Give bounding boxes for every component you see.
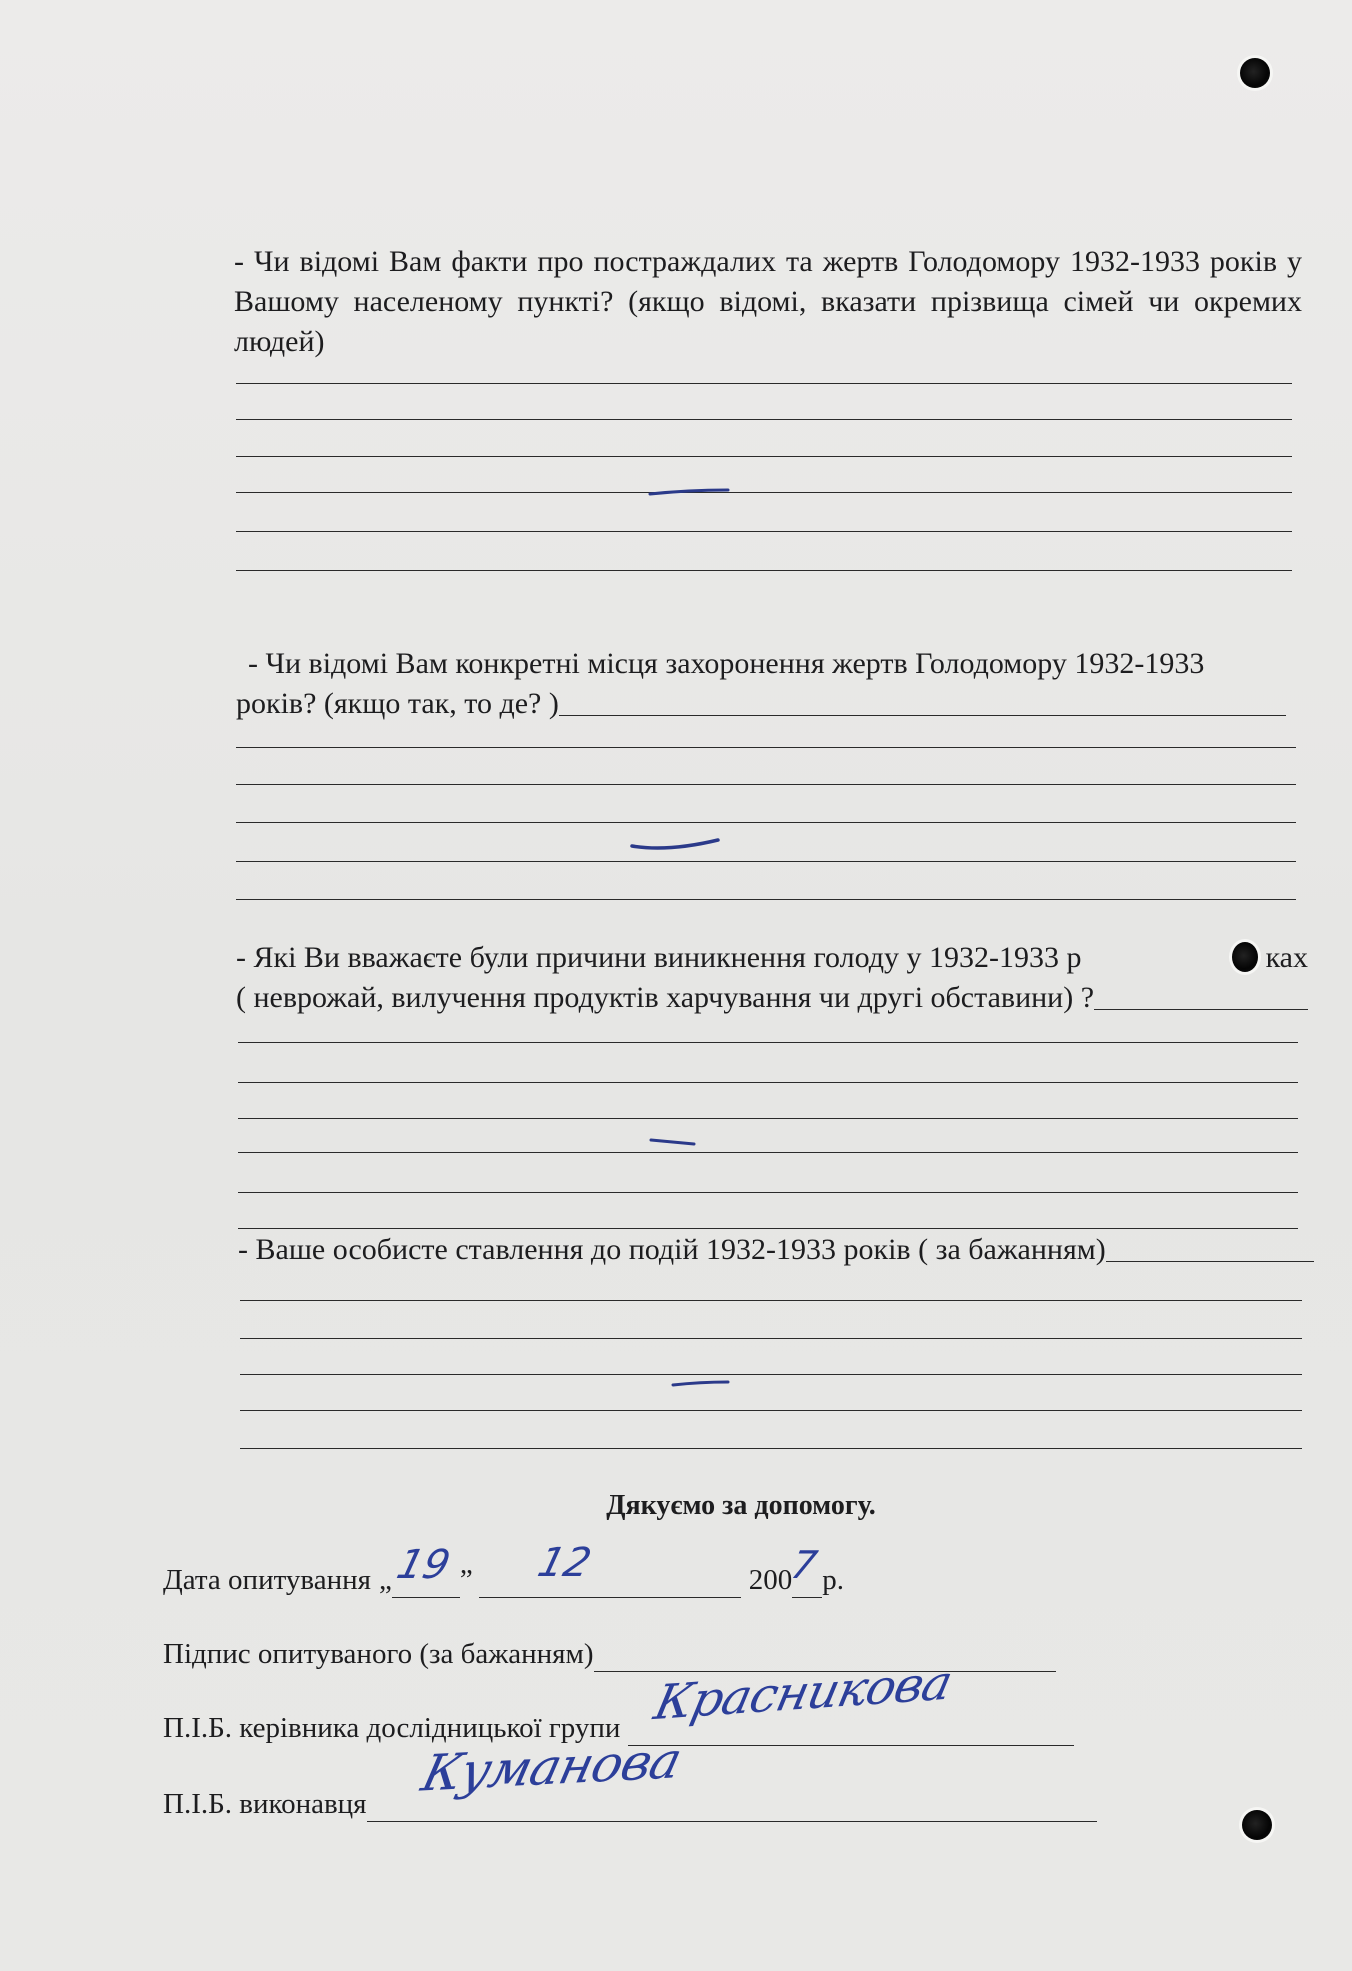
answer-line (236, 747, 1296, 748)
answer-line (238, 1228, 1298, 1229)
answer-line (236, 383, 1292, 384)
answer-line (240, 1448, 1302, 1449)
answer-blank (1106, 1237, 1314, 1262)
answer-line (238, 1042, 1298, 1043)
executor-handwritten-name: Куманова (416, 1731, 686, 1803)
group-leader-handwritten-name: Красникова (649, 1654, 958, 1732)
handwritten-dash-mark (648, 1132, 698, 1150)
date-close-quote: ” (459, 1564, 473, 1596)
executor-label: П.І.Б. виконавця (163, 1788, 367, 1820)
thanks-heading: Дякуємо за допомогу. (606, 1490, 876, 1521)
answer-line (236, 456, 1292, 457)
answer-line (236, 861, 1296, 862)
answer-blank (1094, 985, 1308, 1010)
handwritten-dash-mark (670, 1376, 732, 1390)
question-causes-line1-end: ках (1265, 941, 1308, 974)
date-open-quote: „ (378, 1564, 392, 1596)
respondent-signature-label: Підпис опитуваного (за бажанням) (163, 1638, 594, 1670)
answer-line (236, 419, 1292, 420)
answer-line (236, 822, 1296, 823)
executor-field (367, 1731, 1097, 1822)
survey-date-row (163, 1540, 844, 1598)
answer-line (236, 784, 1296, 785)
answer-blank (559, 691, 1286, 716)
question-famine-causes (236, 938, 1308, 1018)
question-causes-line2: ( неврожай, вилучення продуктів харчування чи другі обставини) ? (236, 981, 1095, 1014)
question-personal-attitude (238, 1230, 1314, 1270)
question-burial-places (236, 644, 1308, 724)
answer-line (236, 570, 1292, 571)
date-day-value: 19 (392, 1542, 455, 1588)
answer-line (238, 1082, 1298, 1083)
answer-line (240, 1338, 1302, 1339)
answer-line (240, 1374, 1302, 1375)
answer-line (238, 1192, 1298, 1193)
question-victims: - Чи відомі Вам факти про постраждалих та жертв Голодомору 1932-1933 років у Вашому населеному пункті? (якщо відомі, вказати прізвища сімей чи окремих людей) (234, 245, 1302, 358)
executor-row (163, 1731, 1097, 1822)
question-burial-line1: - Чи відомі Вам конкретні місця захоронення жертв Голодомору 1932-1933 (248, 647, 1205, 680)
date-month-field (479, 1540, 741, 1598)
group-leader-label: П.І.Б. керівника дослідницької групи (163, 1712, 621, 1744)
punch-hole-top (1240, 58, 1270, 88)
handwritten-dash-mark (628, 832, 724, 856)
survey-date-label: Дата опитування (163, 1564, 371, 1596)
date-year-field (787, 1543, 822, 1598)
question-burial-line2: років? (якщо так, то де? ) (236, 687, 559, 720)
date-month-value: 12 (532, 1540, 596, 1586)
answer-line (236, 492, 1292, 493)
question-causes-line1: - Які Ви вважаєте були причини виникнення голоду у 1932-1933 р (236, 941, 1082, 974)
answer-line (238, 1152, 1298, 1153)
question-attitude-text: - Ваше особисте ставлення до подій 1932-1933 років ( за бажанням) (238, 1233, 1106, 1266)
date-year-prefix: 200 (748, 1564, 793, 1596)
date-day-field (392, 1542, 460, 1598)
date-year-digit: 7 (787, 1543, 822, 1587)
date-year-suffix: р. (822, 1564, 844, 1596)
group-leader-field (628, 1654, 1074, 1746)
handwritten-dash-mark (648, 484, 732, 500)
answer-line (236, 531, 1292, 532)
answer-line (240, 1300, 1302, 1301)
punch-hole-bottom (1242, 1810, 1272, 1840)
answer-line (240, 1410, 1302, 1411)
answer-line (236, 899, 1296, 900)
answer-line (238, 1118, 1298, 1119)
